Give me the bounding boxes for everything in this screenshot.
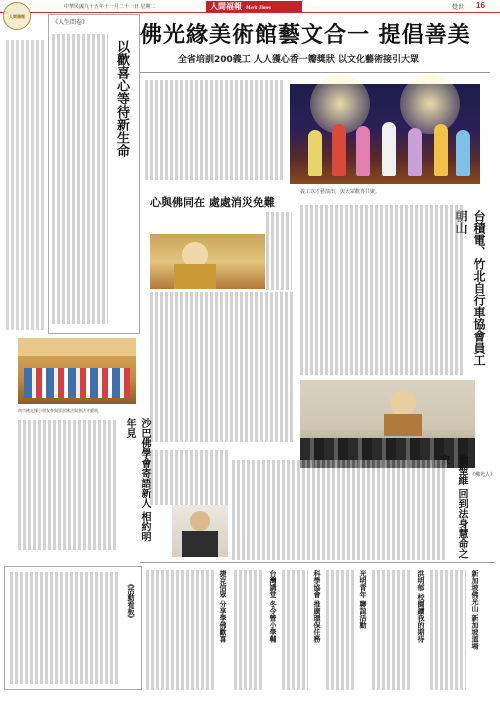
bottom-col-6-headline: 捷克信眾 分享學佛歡喜 — [219, 570, 228, 643]
performer — [434, 124, 448, 176]
portrait-face — [190, 511, 210, 531]
bottom-col-3-body — [326, 570, 354, 690]
performer — [408, 128, 422, 176]
lower-middle-body — [150, 450, 230, 505]
bottom-col-1-body — [430, 570, 466, 690]
left-lower-headline: 沙巴佛學會寄語新人 相約明年見 — [124, 418, 150, 542]
stage-light — [400, 74, 460, 134]
middle-story-body — [150, 292, 295, 442]
bottom-col-2-body — [372, 570, 412, 690]
lower-right-tag: 《佛光人》 — [470, 472, 496, 478]
bottom-col-4-body — [282, 570, 308, 690]
bottom-col-4-headline: 科學協會 推廣環保任務 — [313, 570, 322, 643]
performer — [382, 122, 396, 176]
bottom-col-1-headline: 新加坡佛光山 新加坡道場 — [471, 570, 480, 650]
left-feature-tag: 《人生問卷》 — [52, 19, 89, 26]
left-column-body — [6, 40, 46, 330]
monks-photo — [150, 234, 265, 289]
speaker-figure — [390, 390, 416, 416]
performer — [332, 124, 346, 176]
main-story-body — [145, 80, 285, 180]
page-number: 16 — [476, 1, 485, 10]
right-story-body — [300, 205, 465, 375]
issue-date: 中華民國九十五年十一月二十一日 星期二 — [64, 4, 156, 10]
right-story-headline: 台積電、竹北自行車協會員工朝山 — [454, 210, 486, 366]
middle-story-body-2 — [266, 212, 292, 290]
left-feature-body — [52, 34, 108, 324]
main-headline: 佛光緣美術館藝文合一 提倡善美 — [140, 22, 471, 48]
banner — [18, 338, 136, 356]
divider — [140, 72, 490, 73]
stage-photo — [290, 84, 480, 184]
performer — [356, 126, 370, 176]
left-lower-body — [18, 420, 118, 550]
main-subhead: 全省培訓200義工 人人獲心香一瓣獎狀 以文化藝術接引大眾 — [178, 55, 420, 65]
lower-right-body — [232, 460, 447, 560]
bottom-col-3-headline: 光明青年 聯誼活動 — [359, 570, 368, 629]
speaker-robe — [384, 414, 422, 436]
bottom-col-5-body — [234, 570, 264, 690]
portrait-photo — [172, 505, 228, 557]
children-group — [24, 368, 130, 398]
bottom-col-6-body — [146, 570, 214, 690]
masthead — [0, 0, 500, 13]
paper-name-zh: 人間福報 — [210, 1, 242, 11]
lower-right-headline: 翁聖維 回到法身慧命之家 — [438, 455, 467, 559]
children-photo — [18, 338, 136, 404]
performer — [308, 130, 322, 176]
left-feature-headline: 以歡喜心等待新生命 — [114, 40, 129, 157]
divider — [140, 562, 495, 563]
paper-name-en: Merit Times — [246, 6, 271, 11]
section-name: 覺世 — [452, 4, 465, 11]
monk-robe — [174, 264, 216, 289]
stage-photo-caption: 義工以才藝演出，與大眾歡喜共聚。 — [300, 189, 381, 195]
activity-board-tag: 《活動看板》 — [127, 580, 136, 622]
activity-board-body — [10, 572, 120, 684]
logo-text: 人間福報 — [9, 14, 25, 19]
portrait-suit — [182, 531, 218, 557]
bottom-col-5-headline: 台灣講堂 冬令營小學輔 — [269, 570, 278, 643]
paper-name — [206, 1, 302, 12]
children-photo-caption: 南市佛光緣小朋友參與學習佛法與書法才藝展。 — [18, 408, 102, 413]
middle-story-headline: 心與佛同在 處處消災免難 — [150, 196, 275, 209]
performer — [456, 130, 470, 176]
paper-logo — [3, 2, 31, 30]
bottom-col-2-headline: 洪明郁 校園讀我的期待 — [417, 570, 426, 643]
